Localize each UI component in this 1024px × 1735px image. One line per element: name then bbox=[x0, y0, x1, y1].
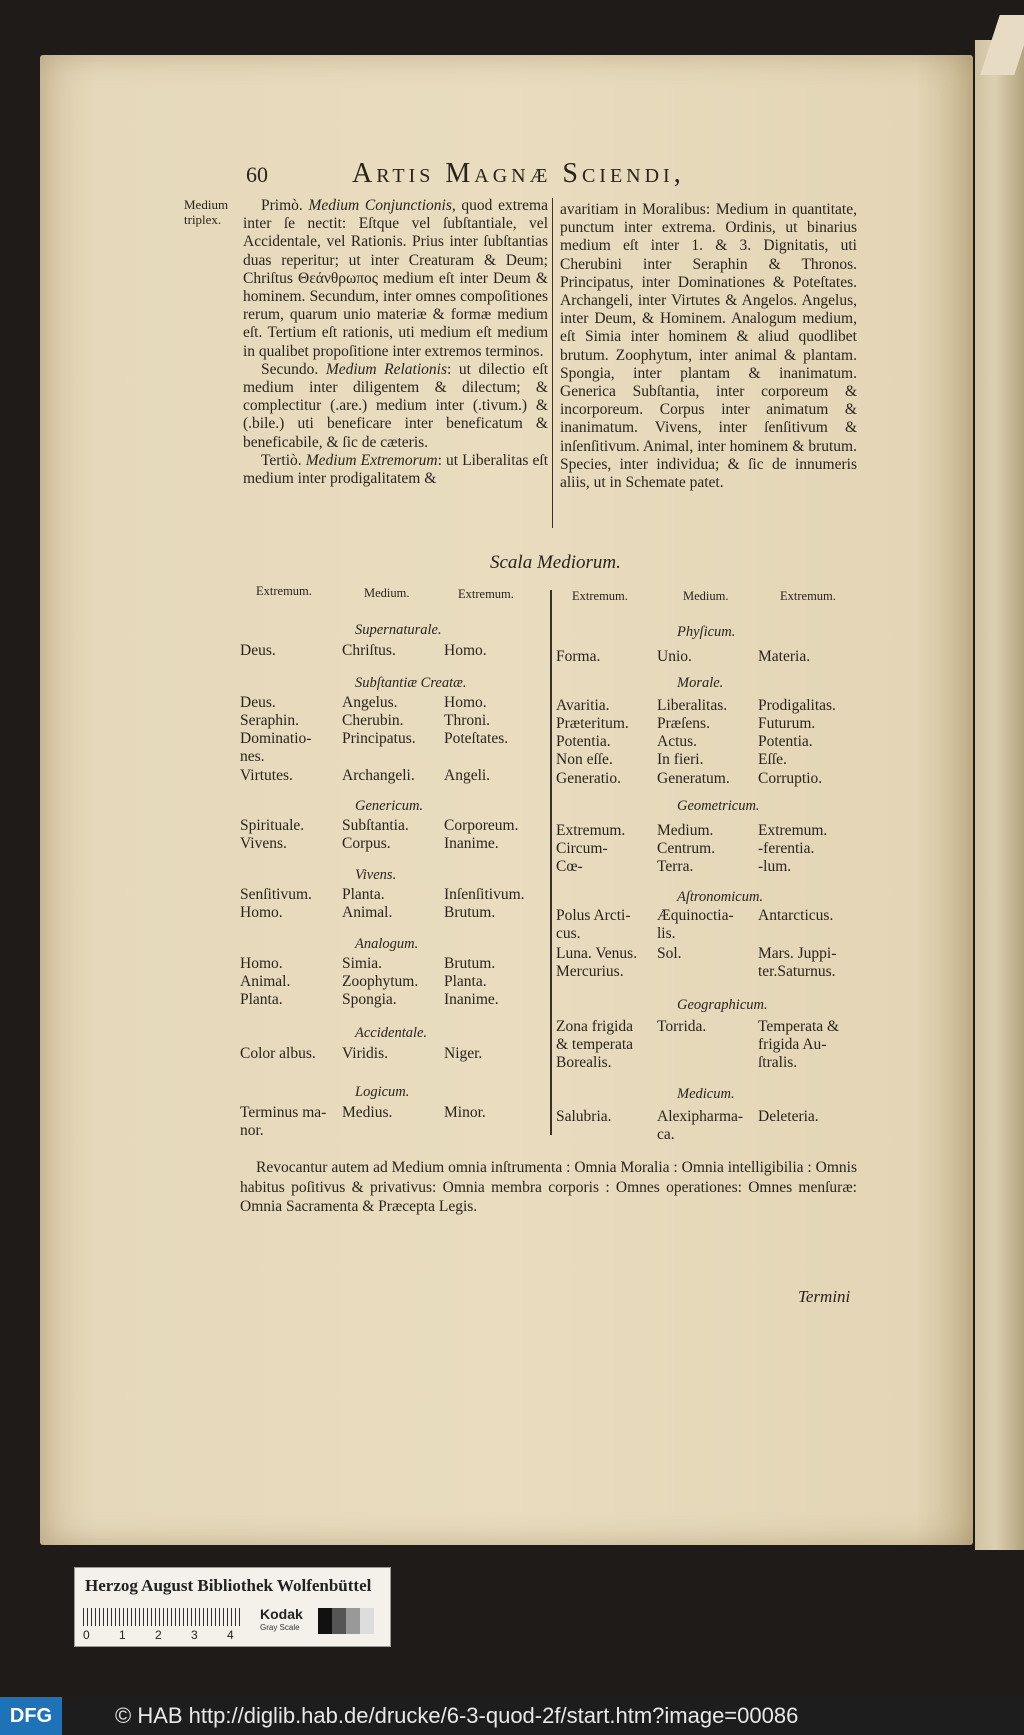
left-text-column bbox=[243, 197, 548, 488]
medium-cell: Præſens. bbox=[657, 715, 710, 732]
kodak-logo: Kodak bbox=[260, 1606, 303, 1622]
medium-cell: Unio. bbox=[657, 648, 692, 665]
extremum-cell: -ferentia. bbox=[758, 840, 815, 857]
extremum-cell: Brutum. bbox=[444, 955, 496, 972]
extremum-cell: Eſſe. bbox=[758, 751, 787, 768]
medium-cell: Viridis. bbox=[342, 1045, 389, 1062]
extremum-cell: Circum- bbox=[556, 840, 608, 857]
extremum-cell: Angeli. bbox=[444, 767, 491, 784]
extremum-cell: Antarcticus. bbox=[758, 907, 834, 924]
paragraph-continuation: avaritiam in Moralibus: Medium in quantitate, punctum inter extrema. Ordinis, ut binarius medium eſt inter 1. & 3. Dignitatis, uti Cherubini inter Seraphin & Thronos. Principatus, inter Dominationes & Poteſtates. Archangeli, inter Virtutes & Angelos. Angelus, inter Deum, & Hominem. Analogum medium, eſt Simia inter hominem & aliud quodlibet brutum. Zoophytum, inter animal & plantam. Spongia, inter plantam & inanimatum. Generica Subſtantia, inter corporeum & incorporeum. Corpus inter animatum & inanimatum. Vivens, inter ſenſitivum & inſenſitivum. Animal, inter hominem & brutum. Species, inter individua; & ſic de innumeris aliis, ut in Schemate patet. bbox=[560, 201, 857, 492]
medium-cell: Animal. bbox=[342, 904, 393, 921]
medium-cell: Alexipharma- bbox=[657, 1108, 744, 1125]
extremum-cell: Dominatio- bbox=[240, 730, 312, 747]
gray-swatch-light bbox=[360, 1608, 374, 1634]
copyright-link[interactable]: © HAB http://diglib.hab.de/drucke/6-3-quod-2f/start.htm?image=00086 bbox=[115, 1703, 799, 1728]
extremum-cell: Prodigalitas. bbox=[758, 697, 836, 714]
extremum-cell: Terminus ma- bbox=[240, 1104, 327, 1121]
extremum-cell: Vivens. bbox=[240, 835, 287, 852]
column-header: Medium. bbox=[364, 586, 410, 600]
right-text-column bbox=[560, 201, 857, 492]
category-heading: Vivens. bbox=[355, 867, 397, 883]
medium-cell: Corpus. bbox=[342, 835, 391, 852]
extremum-cell: Homo. bbox=[444, 642, 487, 659]
column-header: Extremum. bbox=[572, 589, 628, 603]
extremum-cell: Niger. bbox=[444, 1045, 483, 1062]
category-heading: Aſtronomicum. bbox=[677, 889, 764, 905]
medium-cell: Æquinoctia- bbox=[657, 907, 734, 924]
paragraph-text: : ut Liberalitas eſt medium inter prodigalitatem & bbox=[243, 451, 549, 488]
category-heading: Geographicum. bbox=[677, 997, 768, 1013]
column-divider bbox=[552, 198, 553, 528]
table-divider bbox=[550, 590, 552, 1135]
extremum-cell: Potentia. bbox=[556, 733, 611, 750]
extremum-cell: Homo. bbox=[444, 694, 487, 711]
category-heading: Supernaturale. bbox=[355, 622, 442, 638]
extremum-cell: Planta. bbox=[240, 991, 283, 1008]
ruler-scale bbox=[83, 1608, 243, 1626]
medium-cell: Subſtantia. bbox=[342, 817, 409, 834]
extremum-cell: Avaritia. bbox=[556, 697, 610, 714]
closing-text: Revocantur autem ad Medium omnia inſtrumenta : Omnia Moralia : Omnia intelligibilia : Omnis habitus poſitivus & privativus: Omnia membra corporis : Omnes operationes: Omnes menſuræ: Omnia Sacramenta & Præcepta Legis. bbox=[240, 1159, 857, 1215]
extremum-cell: Homo. bbox=[240, 904, 283, 921]
paragraph-term: Medium Conjunctionis bbox=[308, 197, 452, 214]
dfg-logo: DFG bbox=[0, 1697, 62, 1735]
medium-cell: Sol. bbox=[657, 945, 682, 962]
category-heading: Phyſicum. bbox=[677, 624, 736, 640]
extremum-cell: Futurum. bbox=[758, 715, 816, 732]
category-heading: Subſtantiæ Creatæ. bbox=[355, 675, 467, 691]
paragraph-secundo bbox=[243, 361, 548, 452]
category-heading: Genericum. bbox=[355, 798, 424, 814]
column-header: Extremum. bbox=[780, 589, 836, 603]
extremum-cell: ter.Saturnus. bbox=[758, 963, 836, 980]
extremum-cell: Forma. bbox=[556, 648, 601, 665]
medium-cell: Cherubin. bbox=[342, 712, 404, 729]
category-heading: Geometricum. bbox=[677, 798, 760, 814]
extremum-cell: Zona frigida bbox=[556, 1018, 634, 1035]
extremum-cell: Corporeum. bbox=[444, 817, 519, 834]
paragraph-tertio bbox=[243, 452, 548, 488]
medium-cell: Terra. bbox=[657, 858, 694, 875]
extremum-cell: Cœ- bbox=[556, 858, 583, 875]
medium-cell: Medius. bbox=[342, 1104, 393, 1121]
extremum-cell: Homo. bbox=[240, 955, 283, 972]
margin-note: Medium triplex. bbox=[184, 197, 229, 227]
paragraph-primo bbox=[243, 197, 548, 361]
extremum-cell: Præteritum. bbox=[556, 715, 629, 732]
extremum-cell: Throni. bbox=[444, 712, 491, 729]
gray-swatch-dark bbox=[332, 1608, 346, 1634]
paragraph-text: , quod extrema inter ſe nectit: Eſtque vel ſubſtantiale, vel Accidentale, vel Rationis. Prius inter ſubſtantias duas reperitur; ut inter Creaturam & Deum; Chriſtus Θεάνθρωπος medium eſt inter Deum & hominem. Secundum, inter omnes compoſitiones rerum, quarum unio materiæ & formæ medium eſt. Tertium eſt rationis, uti medium eſt medium in qualibet propoſitione inter extremos terminos. bbox=[243, 197, 548, 360]
medium-cell: In fieri. bbox=[657, 751, 704, 768]
extremum-cell: Brutum. bbox=[444, 904, 496, 921]
medium-cell: lis. bbox=[657, 925, 676, 942]
extremum-cell: Color albus. bbox=[240, 1045, 316, 1062]
paragraph-term: Medium Extremorum bbox=[305, 451, 438, 469]
catchword: Termini bbox=[798, 1287, 851, 1306]
medium-cell: Planta. bbox=[342, 886, 385, 903]
extremum-cell: Virtutes. bbox=[240, 767, 293, 784]
scale-title: Scala Mediorum. bbox=[490, 552, 621, 573]
extremum-cell: Extremum. bbox=[758, 822, 828, 839]
medium-cell: Chriſtus. bbox=[342, 642, 396, 659]
medium-cell: Liberalitas. bbox=[657, 697, 728, 714]
extremum-cell: Seraphin. bbox=[240, 712, 299, 729]
medium-cell: Medium. bbox=[657, 822, 714, 839]
gray-scale-label: Gray Scale bbox=[260, 1623, 300, 1632]
extremum-cell: Senſitivum. bbox=[240, 886, 312, 903]
medium-cell: Archangeli. bbox=[342, 767, 415, 784]
extremum-cell: -lum. bbox=[758, 858, 792, 875]
category-heading: Medicum. bbox=[677, 1086, 735, 1102]
extremum-cell: Materia. bbox=[758, 648, 811, 665]
extremum-cell: Deleteria. bbox=[758, 1108, 819, 1125]
extremum-cell: Mars. Juppi- bbox=[758, 945, 837, 962]
extremum-cell: Deus. bbox=[240, 694, 276, 711]
extremum-cell: Spirituale. bbox=[240, 817, 305, 834]
extremum-cell: Borealis. bbox=[556, 1054, 612, 1071]
library-name: Herzog August Bibliothek Wolfenbüttel bbox=[85, 1576, 372, 1595]
medium-cell: Actus. bbox=[657, 733, 698, 750]
extremum-cell: Non eſſe. bbox=[556, 751, 613, 768]
extremum-cell: nor. bbox=[240, 1122, 264, 1139]
category-heading: Logicum. bbox=[355, 1084, 410, 1100]
medium-cell: Torrida. bbox=[657, 1018, 707, 1035]
page-number: 60 bbox=[246, 162, 268, 187]
extremum-cell: Planta. bbox=[444, 973, 487, 990]
extremum-cell: Inanime. bbox=[444, 835, 499, 852]
paragraph-term: Medium Relationis bbox=[325, 360, 448, 378]
extremum-cell: Luna. Venus. bbox=[556, 945, 638, 962]
extremum-cell: Poteſtates. bbox=[444, 730, 509, 747]
paragraph-lead: Primò. bbox=[261, 197, 309, 214]
category-heading: Morale. bbox=[677, 675, 724, 691]
extremum-cell: Deus. bbox=[240, 642, 276, 659]
medium-cell: Spongia. bbox=[342, 991, 397, 1008]
extremum-cell: Animal. bbox=[240, 973, 291, 990]
category-heading: Analogum. bbox=[355, 936, 419, 952]
column-header: Extremum. bbox=[458, 587, 514, 601]
medium-cell: Zoophytum. bbox=[342, 973, 419, 990]
extremum-cell: Inſenſitivum. bbox=[444, 886, 525, 903]
color-calibration-card bbox=[74, 1567, 391, 1647]
ruler-labels: 0 1 2 3 4 bbox=[83, 1628, 234, 1642]
extremum-cell: frigida Au- bbox=[758, 1036, 827, 1053]
extremum-cell: Potentia. bbox=[758, 733, 813, 750]
medium-cell: Principatus. bbox=[342, 730, 416, 747]
medium-cell: Angelus. bbox=[342, 694, 398, 711]
extremum-cell: Salubria. bbox=[556, 1108, 612, 1125]
category-heading: Accidentale. bbox=[355, 1025, 428, 1041]
medium-cell: ca. bbox=[657, 1126, 675, 1143]
extremum-cell: Minor. bbox=[444, 1104, 486, 1121]
medium-cell: Generatum. bbox=[657, 770, 730, 787]
medium-cell: Simia. bbox=[342, 955, 383, 972]
extremum-cell: Mercurius. bbox=[556, 963, 624, 980]
column-header: Extremum. bbox=[256, 584, 312, 598]
extremum-cell: & temperata bbox=[556, 1036, 634, 1053]
extremum-cell: Generatio. bbox=[556, 770, 621, 787]
extremum-cell: Corruptio. bbox=[758, 770, 823, 787]
medium-cell: Centrum. bbox=[657, 840, 716, 857]
paragraph-lead: Secundo. bbox=[261, 360, 326, 378]
gray-swatch-mid bbox=[346, 1608, 360, 1634]
column-header: Medium. bbox=[683, 589, 729, 603]
extremum-cell: Inanime. bbox=[444, 991, 499, 1008]
extremum-cell: Polus Arcti- bbox=[556, 907, 631, 924]
paragraph-lead: Tertiò. bbox=[261, 451, 306, 469]
paragraph-text: : ut dilectio eſt medium inter diligentem & dilectum; & complectitur (.are.) medium inter (.tivum.) & (.bile.) uti beneficare inter beneficatum & beneficabile, & ſic de cæteris. bbox=[243, 360, 548, 451]
extremum-cell: ſtralis. bbox=[758, 1054, 798, 1071]
extremum-cell: Extremum. bbox=[556, 822, 626, 839]
running-title: Artis Magnæ Sciendi, bbox=[352, 158, 685, 189]
extremum-cell: cus. bbox=[556, 925, 581, 942]
adjacent-page-edge bbox=[975, 40, 1024, 1550]
gray-swatch-black bbox=[318, 1608, 332, 1634]
extremum-cell: nes. bbox=[240, 748, 265, 765]
extremum-cell: Temperata & bbox=[758, 1018, 840, 1035]
closing-paragraph bbox=[240, 1158, 857, 1217]
